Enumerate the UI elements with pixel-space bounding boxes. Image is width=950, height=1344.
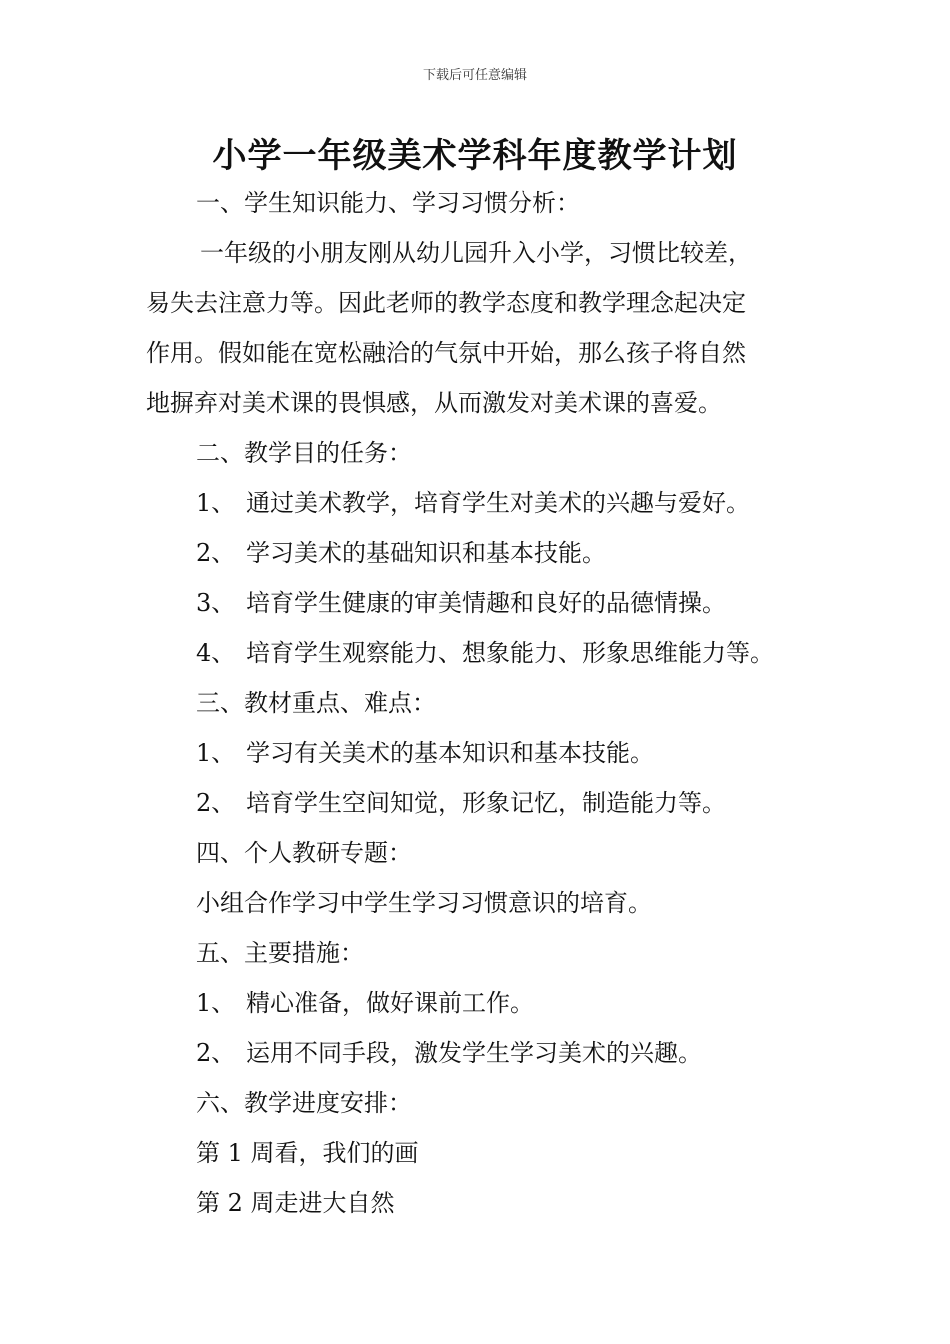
- section-heading-3: 三、教材重点、难点：: [196, 689, 436, 717]
- section-heading-1: 一、学生知识能力、学习习惯分析：: [196, 189, 580, 217]
- list-number: 1、: [196, 739, 236, 767]
- list-number: 2、: [196, 789, 236, 817]
- paragraph-line: 一年级的小朋友刚从幼儿园升入小学，习惯比较差，: [200, 239, 752, 267]
- list-item: [146, 628, 811, 678]
- schedule-week: 第 1 周看，我们的画: [196, 1139, 419, 1167]
- section-heading-2: 二、教学目的任务：: [196, 439, 412, 467]
- list-text: 学习有关美术的基本知识和基本技能。: [246, 739, 654, 767]
- section-heading-5: 五、主要措施：: [196, 939, 364, 967]
- list-item: [146, 1028, 811, 1078]
- document-body: [146, 178, 811, 1228]
- list-number: 1、: [196, 489, 236, 517]
- list-text: 精心准备，做好课前工作。: [246, 989, 534, 1017]
- paragraph-line: 作用。假如能在宽松融洽的气氛中开始，那么孩子将自然: [146, 339, 746, 367]
- section-heading-4: 四、个人教研专题：: [196, 839, 412, 867]
- list-text: 培育学生健康的审美情趣和良好的品德情操。: [246, 589, 726, 617]
- paragraph-line: 易失去注意力等。因此老师的教学态度和教学理念起决定: [146, 289, 746, 317]
- paragraph-line: 小组合作学习中学生学习习惯意识的培育。: [196, 889, 652, 917]
- list-text: 培育学生观察能力、想象能力、形象思维能力等。: [246, 639, 774, 667]
- header-note: 下载后可任意编辑: [422, 68, 527, 83]
- list-text: 运用不同手段，激发学生学习美术的兴趣。: [246, 1039, 702, 1067]
- document-title: 小学一年级美术学科年度教学计划: [212, 136, 738, 176]
- list-item: [146, 778, 811, 828]
- schedule-week: 第 2 周走进大自然: [196, 1189, 395, 1217]
- list-number: 4、: [196, 639, 236, 667]
- paragraph-line: 地摒弃对美术课的畏惧感，从而激发对美术课的喜爱。: [146, 389, 722, 417]
- list-item: [146, 478, 811, 528]
- list-text: 通过美术教学，培育学生对美术的兴趣与爱好。: [246, 489, 750, 517]
- list-text: 学习美术的基础知识和基本技能。: [246, 539, 606, 567]
- list-item: [146, 578, 811, 628]
- list-number: 2、: [196, 1039, 236, 1067]
- list-number: 2、: [196, 539, 236, 567]
- list-number: 3、: [196, 589, 236, 617]
- list-item: [146, 728, 811, 778]
- list-item: [146, 978, 811, 1028]
- list-text: 培育学生空间知觉，形象记忆，制造能力等。: [246, 789, 726, 817]
- list-number: 1、: [196, 989, 236, 1017]
- section-heading-6: 六、教学进度安排：: [196, 1089, 412, 1117]
- list-item: [146, 528, 811, 578]
